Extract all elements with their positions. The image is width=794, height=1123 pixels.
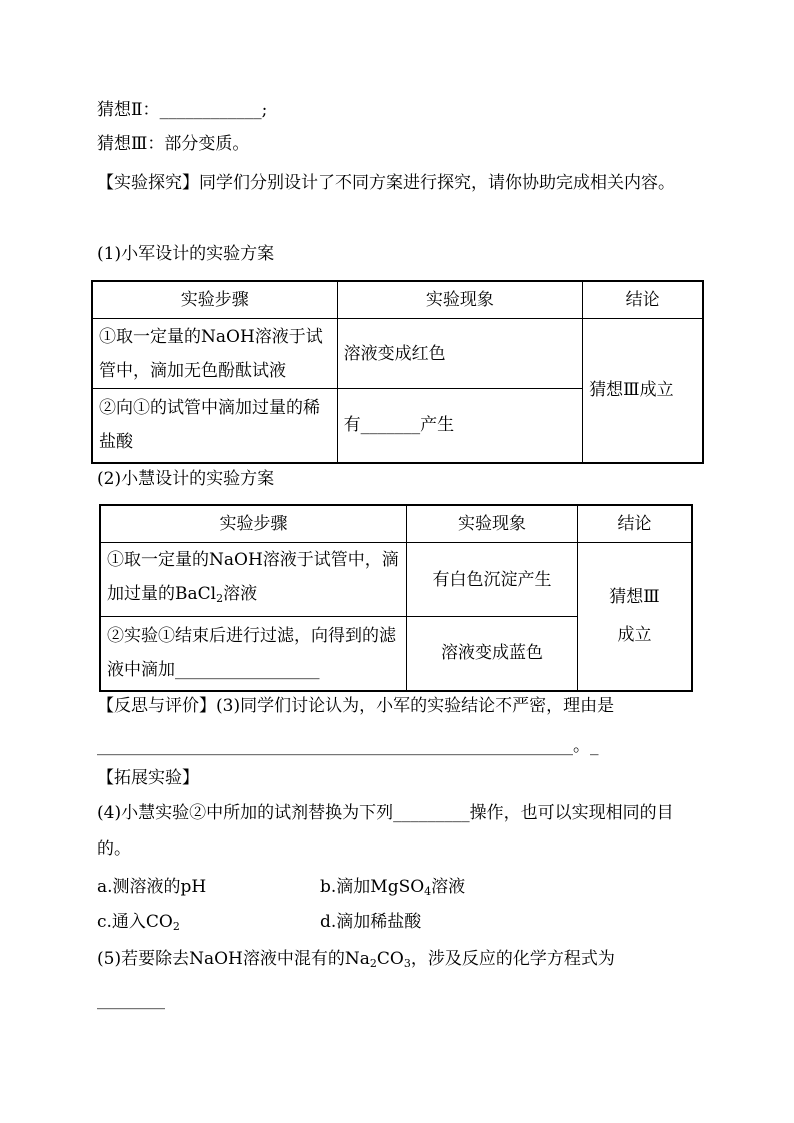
t2-phenomenon-1: 有白色沉淀产生 [407, 543, 578, 617]
q2-title: (2)小慧设计的实验方案 [97, 469, 275, 489]
t1-header-step: 实验步骤 [92, 281, 337, 319]
t1-step-1: ①取一定量的NaOH溶液于试管中，滴加无色酚酞试液 [92, 319, 337, 389]
q3-blank[interactable]: ________________________________________________________ [97, 736, 573, 756]
q5-text: (5)若要除去NaOH溶液中混有的$Na_2CO_3$，涉及反应的化学方程式为 ________ [97, 949, 615, 1010]
t2-step-1: ①取一定量的NaOH溶液于试管中，滴加过量的BaCl$_2$溶液 [100, 543, 407, 617]
t2-header-step: 实验步骤 [100, 505, 407, 543]
table-xiaojun [91, 280, 704, 464]
t1-blank[interactable]: _______ [360, 415, 421, 436]
guess-2: 猜想Ⅱ：____________; [97, 100, 268, 120]
t2-header-conclusion: 结论 [578, 505, 693, 543]
t2-step-2: ②实验①结束后进行过滤，向得到的滤液中滴加_________________ [100, 617, 407, 691]
explore-intro: 【实验探究】同学们分别设计了不同方案进行探究，请你协助完成相关内容。 [97, 173, 675, 193]
q3-text: 【反思与评价】(3)同学们讨论认为，小军的实验结论不严密，理由是 [97, 696, 615, 716]
t1-phenomenon-2: 有_______产生 [337, 389, 583, 463]
guess-3: 猜想Ⅲ：部分变质。 [97, 134, 250, 154]
t2-phenomenon-2: 溶液变成蓝色 [407, 617, 578, 691]
t1-header-conclusion: 结论 [583, 281, 703, 319]
t1-conclusion: 猜想Ⅲ成立 [583, 319, 703, 463]
q4-text: (4)小慧实验②中所加的试剂替换为下列_________操作，也可以实现相同的目的。 [97, 803, 674, 859]
guess-2-blank[interactable]: ____________ [159, 100, 262, 120]
option-d: d.滴加稀盐酸 [320, 912, 422, 932]
q1-title: (1)小军设计的实验方案 [97, 244, 275, 264]
q5-blank[interactable]: ________ [97, 990, 165, 1010]
option-a: a.测溶液的pH [97, 877, 207, 897]
q3-answer-line: ________________________________________________________。_ [97, 736, 599, 756]
t1-phenomenon-1: 溶液变成红色 [337, 319, 583, 389]
t2-conclusion: 猜想Ⅲ成立 [578, 543, 693, 691]
t1-header-phenomenon: 实验现象 [337, 281, 583, 319]
option-c: c.通入$CO_2$ [97, 912, 180, 933]
extend-title: 【拓展实验】 [97, 768, 199, 788]
option-b: b.滴加MgSO$_4$溶液 [320, 877, 466, 898]
t2-blank[interactable]: _________________ [175, 660, 320, 681]
q4-blank[interactable]: _________ [393, 803, 470, 823]
table-xiaohui [99, 504, 693, 692]
t2-header-phenomenon: 实验现象 [407, 505, 578, 543]
t1-step-2: ②向①的试管中滴加过量的稀盐酸 [92, 389, 337, 463]
